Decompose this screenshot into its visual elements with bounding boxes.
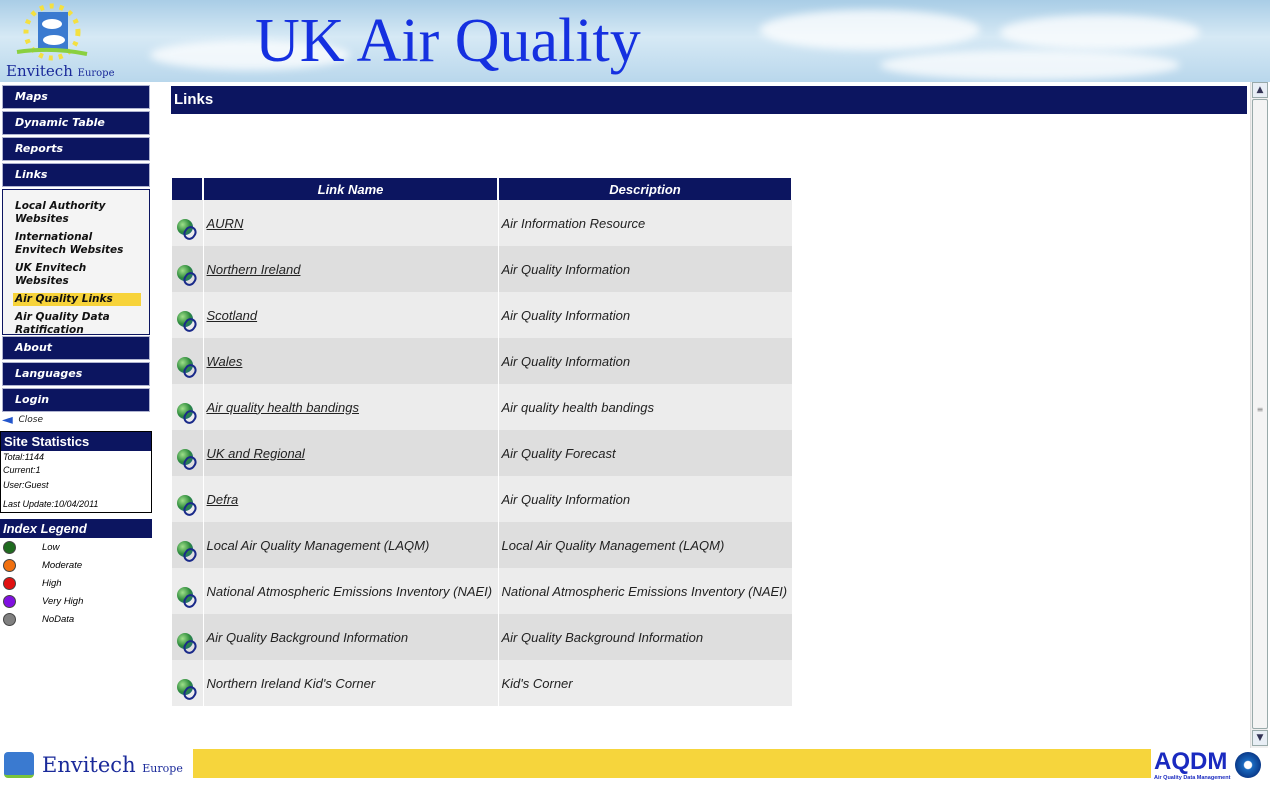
name-cell (203, 614, 498, 660)
icon-cell (172, 660, 203, 706)
arrow-left-icon: ◄ (2, 412, 13, 428)
footer-logo-text: Envitech (42, 753, 136, 777)
link-name[interactable]: AURN (206, 215, 244, 231)
link-description: Air Quality Forecast (501, 445, 616, 461)
color-dot-icon (3, 595, 16, 608)
icon-cell (172, 476, 203, 522)
color-dot-icon (3, 613, 16, 626)
envitech-logo[interactable] (6, 2, 126, 80)
table-row (172, 660, 792, 706)
table-row (172, 338, 792, 384)
icon-cell (172, 522, 203, 568)
link-name[interactable]: Northern Ireland Kid's Corner (206, 675, 376, 691)
logo-text: Envitech (6, 62, 73, 80)
aqdm-subtext: Air Quality Data Management (1154, 775, 1231, 781)
table-row (172, 200, 792, 246)
header (0, 0, 1270, 82)
description-cell (498, 292, 792, 338)
link-description: Air Quality Information (501, 261, 631, 277)
main-content (171, 86, 1247, 114)
link-name[interactable]: Air Quality Background Information (206, 629, 409, 645)
icon-column-header (172, 178, 203, 200)
legend-item (0, 610, 152, 628)
globe-link-icon[interactable] (175, 401, 197, 423)
legend-label: High (42, 577, 62, 589)
name-cell (203, 660, 498, 706)
nav-links[interactable]: Links (2, 163, 150, 187)
link-description: Local Air Quality Management (LAQM) (501, 537, 725, 553)
scroll-up-button[interactable]: ▲ (1252, 82, 1268, 98)
stats-user: User:Guest (3, 480, 49, 490)
legend-title: Index Legend (0, 519, 152, 538)
description-cell (498, 246, 792, 292)
close-label: Close (18, 415, 44, 425)
table-row (172, 568, 792, 614)
description-cell (498, 568, 792, 614)
envitech-logo-icon (4, 752, 34, 778)
description-cell (498, 338, 792, 384)
link-description: Kid's Corner (501, 675, 573, 691)
footer-envitech-logo (0, 748, 192, 782)
sub-uk-envitech-websites[interactable]: UK Envitech Websites (15, 262, 87, 287)
color-dot-icon (3, 541, 16, 554)
footer-bar (193, 749, 1151, 778)
index-legend (0, 519, 152, 628)
table-row (172, 476, 792, 522)
globe-link-icon[interactable] (175, 447, 197, 469)
icon-cell (172, 384, 203, 430)
link-name[interactable]: UK and Regional (206, 445, 305, 461)
link-name[interactable]: Northern Ireland (206, 261, 301, 277)
icon-cell (172, 246, 203, 292)
description-cell (498, 430, 792, 476)
stats-title: Site Statistics (1, 432, 151, 451)
legend-label: Very High (42, 595, 84, 607)
icon-cell (172, 568, 203, 614)
nav-login[interactable]: Login (2, 388, 150, 412)
link-description: National Atmospheric Emissions Inventory (NAEI) (501, 583, 788, 599)
link-description: Air Quality Information (501, 491, 631, 507)
globe-link-icon[interactable] (175, 677, 197, 699)
name-cell (203, 292, 498, 338)
nav-reports[interactable]: Reports (2, 137, 150, 161)
description-cell (498, 522, 792, 568)
description-cell (498, 614, 792, 660)
logo-icon (12, 2, 102, 64)
nav-about[interactable]: About (2, 336, 150, 360)
name-cell (203, 568, 498, 614)
globe-link-icon[interactable] (175, 493, 197, 515)
name-cell (203, 246, 498, 292)
name-cell (203, 522, 498, 568)
name-cell (203, 430, 498, 476)
legend-item (0, 538, 152, 556)
link-description: Air Quality Information (501, 307, 631, 323)
stats-last-update: Last Update:10/04/2011 (3, 499, 99, 509)
table-row (172, 246, 792, 292)
column-header-description: Description (498, 178, 792, 200)
name-cell (203, 338, 498, 384)
table-row (172, 430, 792, 476)
nav-maps[interactable]: Maps (2, 85, 150, 109)
icon-cell (172, 614, 203, 660)
link-description: Air Quality Information (501, 353, 631, 369)
link-name[interactable]: Wales (206, 353, 243, 369)
color-dot-icon (3, 577, 16, 590)
legend-item (0, 556, 152, 574)
scroll-down-button[interactable]: ▼ (1252, 730, 1268, 746)
link-description: Air Information Resource (501, 215, 646, 231)
description-cell (498, 200, 792, 246)
globe-link-icon[interactable] (175, 585, 197, 607)
globe-link-icon[interactable] (175, 217, 197, 239)
site-statistics-panel (0, 431, 152, 513)
sidebar (0, 84, 152, 414)
aqdm-text: AQDM (1154, 748, 1228, 775)
icon-cell (172, 338, 203, 384)
legend-label: NoData (42, 613, 75, 625)
page-title: Links (171, 86, 1247, 114)
column-header-link-name: Link Name (203, 178, 498, 200)
stats-total: Total:1144 (3, 452, 45, 462)
link-description: Air quality health bandings (501, 399, 654, 415)
links-submenu (2, 189, 150, 335)
legend-item (0, 592, 152, 610)
nav-languages[interactable]: Languages (2, 362, 150, 386)
aqdm-logo (1152, 748, 1250, 782)
close-sidebar-button[interactable] (2, 412, 43, 428)
vertical-scrollbar[interactable] (1250, 82, 1268, 748)
icon-cell (172, 430, 203, 476)
globe-link-icon[interactable] (175, 539, 197, 561)
link-name[interactable]: Scotland (206, 307, 258, 323)
globe-link-icon[interactable] (175, 309, 197, 331)
footer-logo-subtext: Europe (142, 762, 183, 775)
description-cell (498, 384, 792, 430)
description-cell (498, 476, 792, 522)
globe-link-icon[interactable] (175, 631, 197, 653)
site-title: UK Air Quality (255, 7, 641, 75)
link-name[interactable]: National Atmospheric Emissions Inventory (NAEI) (206, 583, 493, 599)
sub-air-quality-data-ratification[interactable]: Air Quality Data Ratification (15, 311, 110, 336)
stats-current: Current:1 (3, 465, 41, 475)
description-cell (498, 660, 792, 706)
link-description: Air Quality Background Information (501, 629, 704, 645)
link-name[interactable]: Air quality health bandings (206, 399, 359, 415)
legend-label: Low (42, 541, 60, 553)
links-table (172, 178, 793, 706)
table-row (172, 292, 792, 338)
table-row (172, 384, 792, 430)
sub-air-quality-links[interactable]: Air Quality Links (13, 293, 141, 306)
scroll-thumb[interactable]: ≡ (1252, 99, 1268, 729)
table-row (172, 522, 792, 568)
nav-dynamic-table[interactable]: Dynamic Table (2, 111, 150, 135)
legend-item (0, 574, 152, 592)
name-cell (203, 200, 498, 246)
sub-local-authority-websites[interactable]: Local Authority Websites (15, 200, 106, 225)
sub-international-envitech-websites[interactable]: International Envitech Websites (15, 231, 124, 256)
footer (0, 748, 1270, 782)
name-cell (203, 384, 498, 430)
name-cell (203, 476, 498, 522)
globe-link-icon[interactable] (175, 355, 197, 377)
disc-icon (1235, 752, 1261, 778)
table-row (172, 614, 792, 660)
icon-cell (172, 292, 203, 338)
icon-cell (172, 200, 203, 246)
link-name[interactable]: Local Air Quality Management (LAQM) (206, 537, 430, 553)
link-name[interactable]: Defra (206, 491, 239, 507)
color-dot-icon (3, 559, 16, 572)
globe-link-icon[interactable] (175, 263, 197, 285)
legend-label: Moderate (42, 559, 83, 571)
logo-subtext: Europe (77, 68, 115, 79)
